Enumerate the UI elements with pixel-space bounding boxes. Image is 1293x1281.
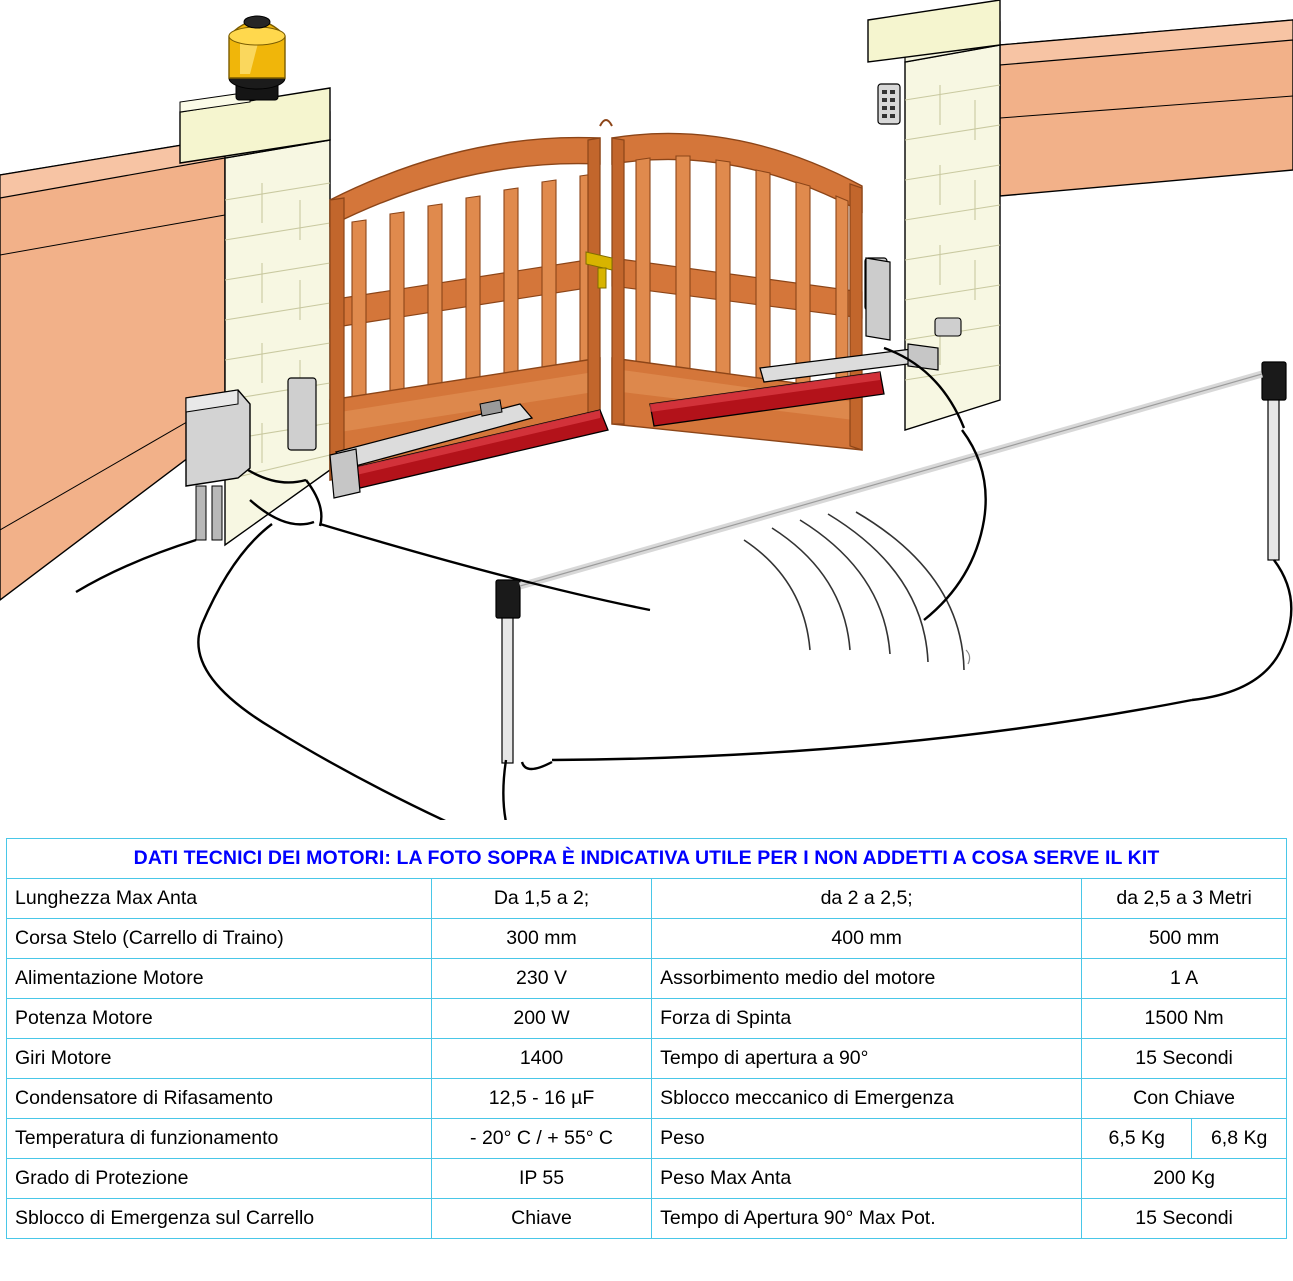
photocell-transmitter <box>496 580 520 763</box>
row-value-1: 230 V <box>431 959 651 999</box>
row-label-2: Assorbimento medio del motore <box>652 959 1082 999</box>
right-wall <box>1000 20 1293 196</box>
table-row <box>7 959 1287 999</box>
flashing-lamp <box>229 16 285 100</box>
row-value-1: 300 mm <box>431 919 651 959</box>
row-value-3: da 2,5 a 3 Metri <box>1082 879 1287 919</box>
row-label-2: Peso Max Anta <box>652 1159 1082 1199</box>
row-value-2: 400 mm <box>652 919 1082 959</box>
left-wall <box>0 138 225 600</box>
row-value-3: 1500 Nm <box>1082 999 1287 1039</box>
row-value-1: Chiave <box>431 1199 651 1239</box>
table-row <box>7 999 1287 1039</box>
row-label: Temperatura di funzionamento <box>7 1119 432 1159</box>
row-value-1: 1400 <box>431 1039 651 1079</box>
table-title-row <box>7 839 1287 879</box>
row-value-3: 15 Secondi <box>1082 1039 1287 1079</box>
row-label-2: Tempo di apertura a 90° <box>652 1039 1082 1079</box>
row-label: Sblocco di Emergenza sul Carrello <box>7 1199 432 1239</box>
table-row <box>7 1159 1287 1199</box>
antenna-signal <box>744 512 964 670</box>
row-value-1: 200 W <box>431 999 651 1039</box>
photocell-receiver <box>1262 362 1286 560</box>
row-label: Lunghezza Max Anta <box>7 879 432 919</box>
row-value-1: - 20° C / + 55° C <box>431 1119 651 1159</box>
table-title: DATI TECNICI DEI MOTORI: LA FOTO SOPRA È INDICATIVA UTILE PER I NON ADDETTI A COSA SERVE IL KIT <box>7 839 1287 879</box>
keypad <box>878 84 900 124</box>
row-label: Giri Motore <box>7 1039 432 1079</box>
row-value-3: 200 Kg <box>1082 1159 1287 1199</box>
technical-data-table <box>6 838 1287 1239</box>
row-value-3: 1 A <box>1082 959 1287 999</box>
table-row <box>7 1199 1287 1239</box>
row-label: Grado di Protezione <box>7 1159 432 1199</box>
row-value-1: 12,5 - 16 µF <box>431 1079 651 1119</box>
table-row <box>7 919 1287 959</box>
table-row <box>7 1039 1287 1079</box>
table-row <box>7 1119 1287 1159</box>
row-value-3: 500 mm <box>1082 919 1287 959</box>
row-value-1: Da 1,5 a 2; <box>431 879 651 919</box>
row-label-2: Tempo di Apertura 90° Max Pot. <box>652 1199 1082 1239</box>
row-label: Condensatore di Rifasamento <box>7 1079 432 1119</box>
row-value-3: 15 Secondi <box>1082 1199 1287 1239</box>
row-label-2: Forza di Spinta <box>652 999 1082 1039</box>
table-row <box>7 1079 1287 1119</box>
row-value-1: IP 55 <box>431 1159 651 1199</box>
row-value-3: Con Chiave <box>1082 1079 1287 1119</box>
row-value-2: da 2 a 2,5; <box>652 879 1082 919</box>
row-label-2: Peso <box>652 1119 1082 1159</box>
row-label: Corsa Stelo (Carrello di Traino) <box>7 919 432 959</box>
row-value-3: 6,5 Kg <box>1082 1119 1192 1159</box>
row-label: Potenza Motore <box>7 999 432 1039</box>
row-value-4: 6,8 Kg <box>1192 1119 1287 1159</box>
row-label: Alimentazione Motore <box>7 959 432 999</box>
table-row <box>7 879 1287 919</box>
row-label-2: Sblocco meccanico di Emergenza <box>652 1079 1082 1119</box>
